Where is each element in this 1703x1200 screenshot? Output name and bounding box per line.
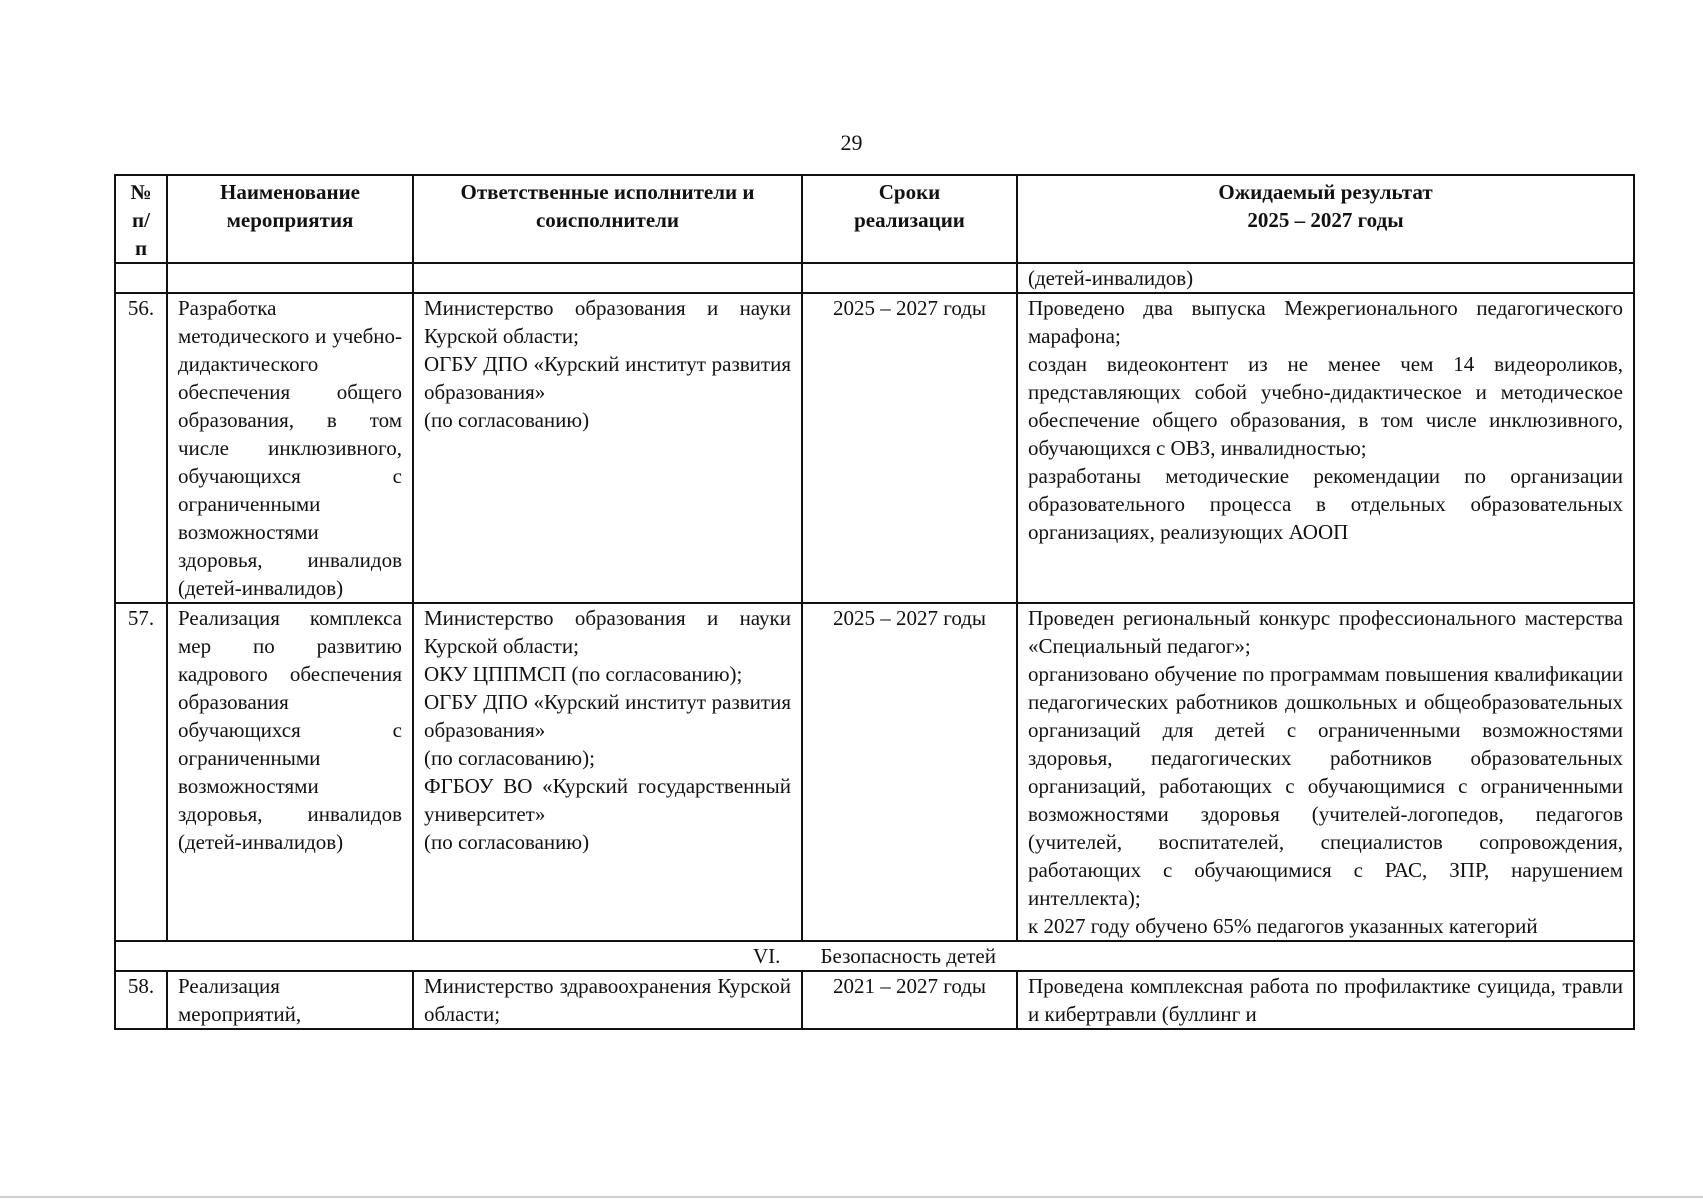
- expected-result: Проведено два выпуска Межрегионального педагогического марафона; создан видеоконтент из не менее чем 14 видеороликов, представляющих собой учебно-дидактическое и методическое обеспечение общего образования, в том числе инклюзивного, обучающихся с ОВЗ, инвалидностью; разработаны методические рекомендации по организации образовательного процесса в отдельных образовательных организациях, реализующих АООП: [1017, 293, 1634, 603]
- header-executors: Ответственные исполнители и соисполнители: [413, 175, 802, 263]
- table-row: [115, 603, 1634, 941]
- measures-table: [114, 174, 1635, 1030]
- responsible-executors: Министерство образования и науки Курской области; ОКУ ЦППМСП (по согласованию); ОГБУ ДПО «Курский институт развития образования» (по согласованию); ФГБОУ ВО «Курский государственный университет» (по согласованию): [413, 603, 802, 941]
- section-heading: [115, 941, 1634, 971]
- header-result: Ожидаемый результат 2025 – 2027 годы: [1017, 175, 1634, 263]
- responsible-executors: Министерство здравоохранения Курской области;: [413, 971, 802, 1029]
- continuation-row: [115, 263, 1634, 293]
- row-number: 58.: [115, 971, 167, 1029]
- implementation-term: 2025 – 2027 годы: [802, 603, 1017, 941]
- scan-edge-divider: [0, 1196, 1703, 1198]
- row-number: 57.: [115, 603, 167, 941]
- section-row: [115, 941, 1634, 971]
- header-terms: Сроки реализации: [802, 175, 1017, 263]
- continuation-result: (детей-инвалидов): [1017, 263, 1634, 293]
- table-row: [115, 971, 1634, 1029]
- measure-name: Реализация мероприятий,: [167, 971, 413, 1029]
- section-title: Безопасность детей: [820, 944, 996, 968]
- expected-result: Проведена комплексная работа по профилактике суицида, травли и кибертравли (буллинг и: [1017, 971, 1634, 1029]
- measure-name: Реализация комплекса мер по развитию кадрового обеспечения образования обучающихся с ограниченными возможностями здоровья, инвалидов (детей-инвалидов): [167, 603, 413, 941]
- header-name: Наименование мероприятия: [167, 175, 413, 263]
- section-number: VI.: [753, 944, 781, 968]
- table-row: [115, 293, 1634, 603]
- page-number: 29: [840, 130, 863, 155]
- row-number: 56.: [115, 293, 167, 603]
- implementation-term: 2025 – 2027 годы: [802, 293, 1017, 603]
- implementation-term: 2021 – 2027 годы: [802, 971, 1017, 1029]
- header-number: № п/ п: [115, 175, 167, 263]
- table-header-row: [115, 175, 1634, 263]
- measure-name: Разработка методического и учебно-дидактического обеспечения общего образования, в том числе инклюзивного, обучающихся с ограниченными возможностями здоровья, инвалидов (детей-инвалидов): [167, 293, 413, 603]
- responsible-executors: Министерство образования и науки Курской области; ОГБУ ДПО «Курский институт развития образования» (по согласованию): [413, 293, 802, 603]
- expected-result: Проведен региональный конкурс профессионального мастерства «Специальный педагог»; организовано обучение по программам повышения квалификации педагогических работников дошкольных и общеобразовательных организаций для детей с ограниченными возможностями здоровья, педагогических работников образовательных организаций, работающих с обучающимися с ограниченными возможностями здоровья (учителей-логопедов, педагогов (учителей, воспитателей, специалистов сопровождения, работающих с обучающимися с РАС, ЗПР, нарушением интеллекта); к 2027 году обучено 65% педагогов указанных категорий: [1017, 603, 1634, 941]
